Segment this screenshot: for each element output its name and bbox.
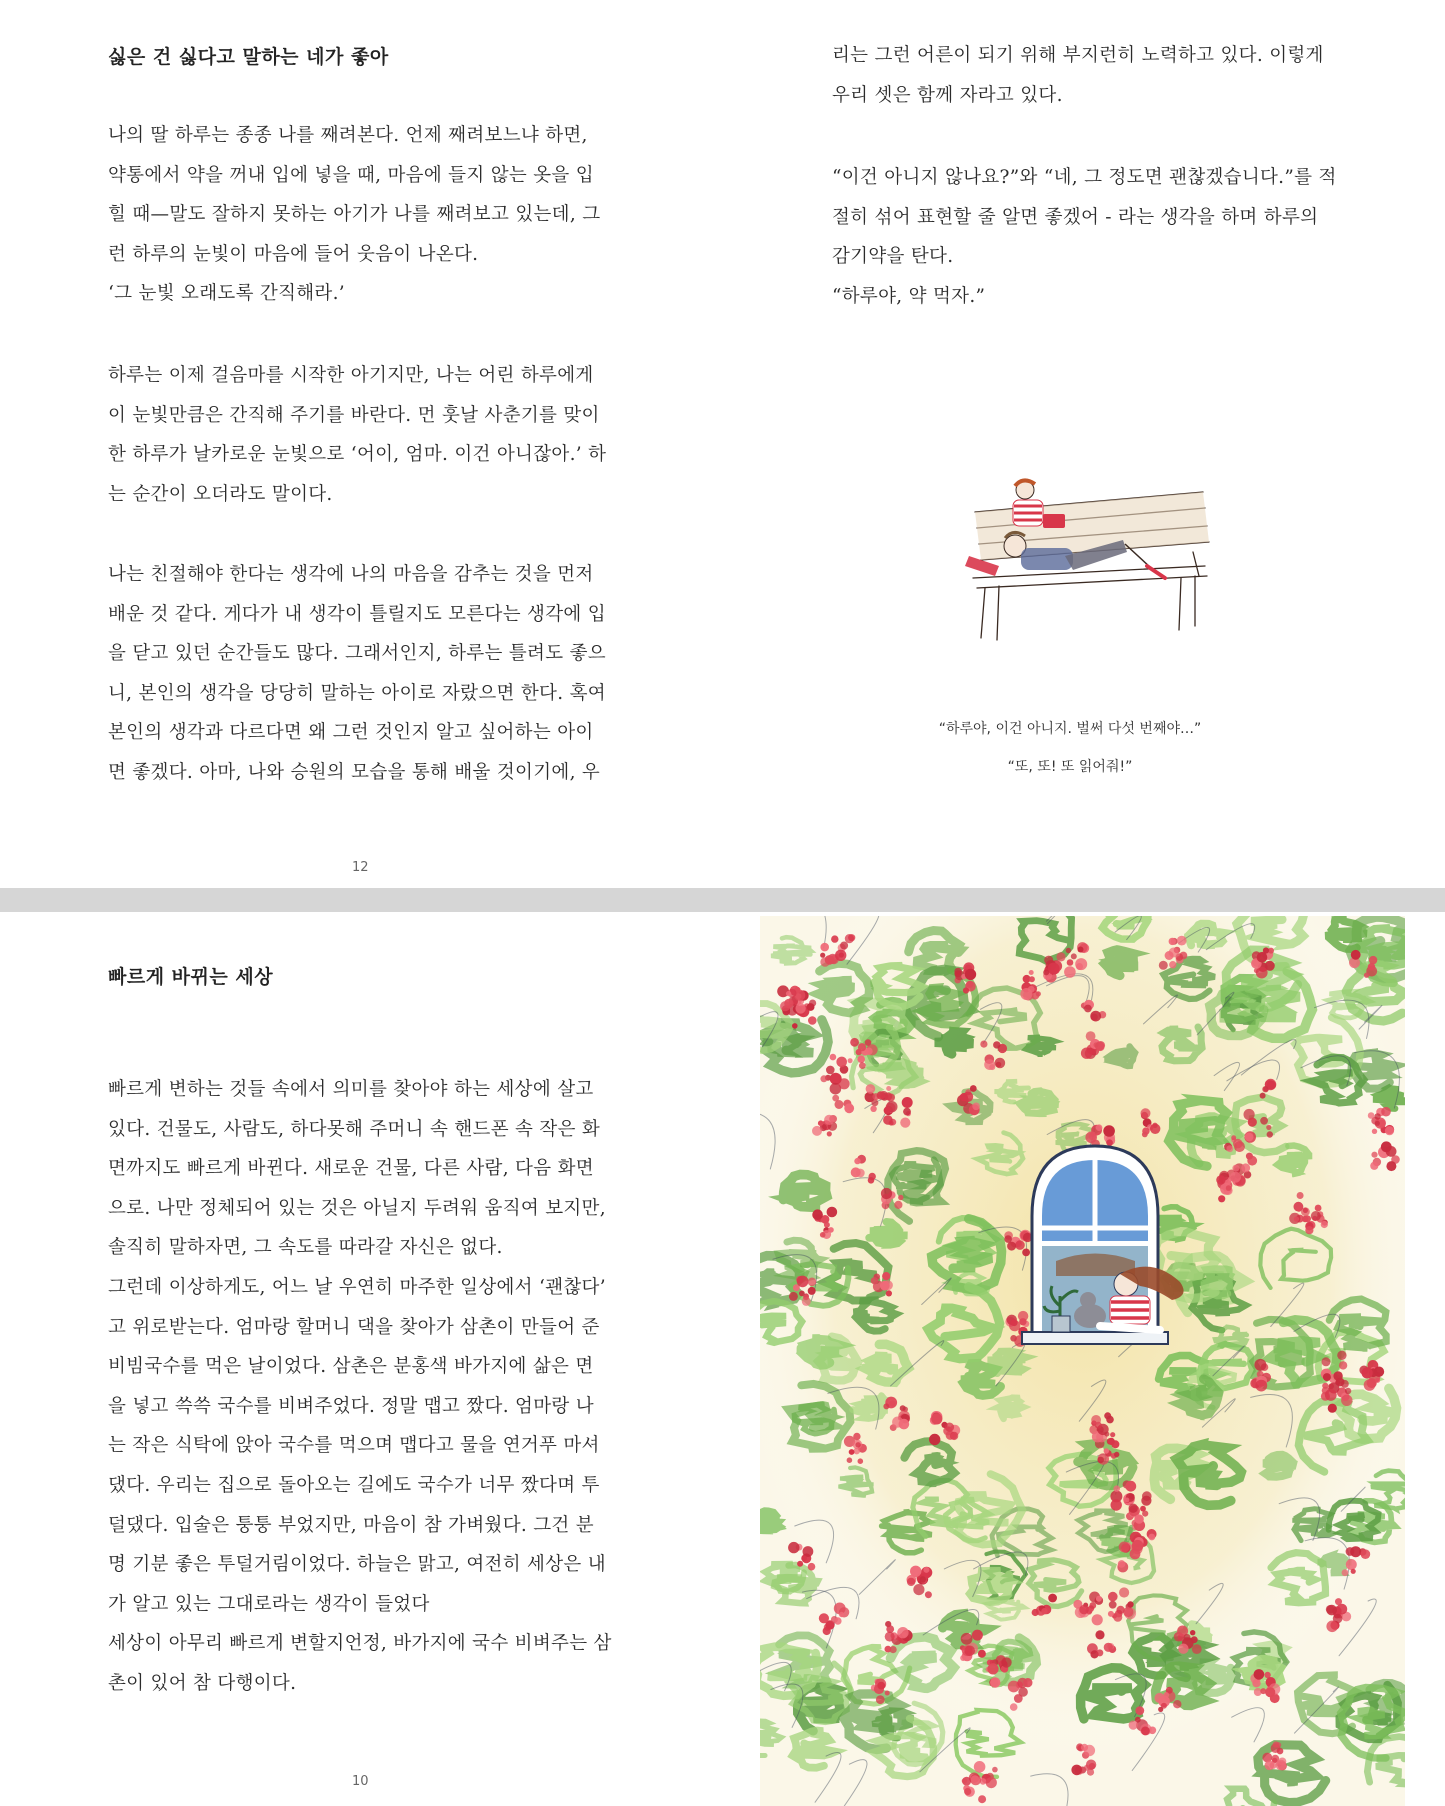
paragraph-main bbox=[108, 1070, 612, 1704]
text-line: 하루는 이제 걸음마를 시작한 아기지만, 나는 어린 하루에게 bbox=[108, 365, 594, 386]
text-line: 힐 때—말도 잘하지 못하는 아기가 나를 째려보고 있는데, 그 bbox=[108, 204, 601, 226]
text-line: 니, 본인의 생각을 당당히 말하는 아이로 자랐으면 한다. 혹여 bbox=[108, 682, 606, 704]
text-line: 으로. 나만 정체되어 있는 것은 아닐지 두려워 움직여 보지만, bbox=[108, 1197, 606, 1219]
text-line: 감기약을 탄다. bbox=[832, 246, 954, 268]
vine-stroke bbox=[801, 1339, 838, 1365]
text-line: 면 좋겠다. 아마, 나와 승원의 모습을 통해 배울 것이기에, 우 bbox=[108, 761, 601, 783]
vine-stroke bbox=[998, 1398, 1023, 1419]
vine-stroke bbox=[1105, 950, 1138, 976]
text-line: 솔직히 말하자면, 그 속도를 따라갈 자신은 없다. bbox=[108, 1237, 503, 1259]
text-line: 덜댔다. 입술은 퉁퉁 부었지만, 마음이 참 가벼웠다. 그건 분 bbox=[108, 1514, 594, 1536]
paragraph-4 bbox=[832, 158, 1337, 316]
text-line: 을 닫고 있던 순간들도 많다. 그래서인지, 하루는 틀려도 좋으 bbox=[108, 643, 606, 665]
text-line: 우리 셋은 함께 자라고 있다. bbox=[832, 84, 1063, 106]
text-line: “하루야, 약 먹자.” bbox=[832, 285, 986, 307]
text-line: “이건 아니지 않나요?”와 “네, 그 정도면 괜찮겠습니다.”를 적 bbox=[832, 167, 1337, 188]
text-line: 배운 것 같다. 게다가 내 생각이 틀릴지도 모른다는 생각에 입 bbox=[108, 603, 606, 625]
garden-window-illustration bbox=[760, 916, 1405, 1806]
illustration-caption: “또, 또! 또 읽어줘!” bbox=[1007, 759, 1133, 775]
text-line: 이 눈빛만큼은 간직해 주기를 바란다. 먼 훗날 사춘기를 맞이 bbox=[108, 404, 600, 426]
page-number: 10 bbox=[352, 1774, 369, 1789]
illustration-caption: “하루야, 이건 아니지. 벌써 다섯 번째야…” bbox=[938, 721, 1202, 737]
text-line: 세상이 아무리 빠르게 변할지언정, 바가지에 국수 비벼주는 삼 bbox=[108, 1633, 612, 1655]
vine-stroke bbox=[760, 1512, 780, 1529]
vine-stroke bbox=[886, 1063, 923, 1085]
text-line: 약통에서 약을 꺼내 입에 넣을 때, 마음에 들지 않는 옷을 입 bbox=[108, 164, 594, 186]
paragraph-continued bbox=[832, 36, 1324, 115]
chapter-title: 싫은 건 싫다고 말하는 네가 좋아 bbox=[108, 46, 389, 68]
text-line: 비빔국수를 먹은 날이었다. 삼촌은 분홍색 바가지에 삶은 면 bbox=[108, 1356, 594, 1378]
text-line: 을 넣고 쓱쓱 국수를 비벼주었다. 정말 맵고 짰다. 엄마랑 나 bbox=[108, 1395, 594, 1417]
top-spread bbox=[0, 0, 1445, 888]
text-line: 그런데 이상하게도, 어느 날 우연히 마주한 일상에서 ‘괜찮다’ bbox=[108, 1276, 606, 1298]
chapter-title: 빠르게 바뀌는 세상 bbox=[108, 966, 274, 988]
page-number: 12 bbox=[352, 860, 369, 875]
text-line: 절히 섞어 표현할 줄 알면 좋겠어 - 라는 생각을 하며 하루의 bbox=[832, 206, 1319, 228]
text-line: 고 위로받는다. 엄마랑 할머니 댁을 찾아가 삼촌이 만들어 준 bbox=[108, 1316, 600, 1338]
text-line: 한 하루가 날카로운 눈빛으로 ‘어이, 엄마. 이건 아니잖아.’ 하 bbox=[108, 444, 607, 466]
text-line: 본인의 생각과 다르다면 왜 그런 것인지 알고 싶어하는 아이 bbox=[108, 722, 594, 744]
paragraph-1 bbox=[108, 116, 600, 314]
spread-divider bbox=[0, 888, 1445, 912]
text-line: ‘그 눈빛 오래도록 간직해라.’ bbox=[108, 283, 345, 305]
text-line: 리는 그런 어른이 되기 위해 부지런히 노력하고 있다. 이렇게 bbox=[832, 45, 1324, 66]
text-line: 면까지도 빠르게 바뀐다. 새로운 건물, 다른 사람, 다음 화면 bbox=[108, 1158, 594, 1180]
text-line: 있다. 건물도, 사람도, 하다못해 주머니 속 핸드폰 속 작은 화 bbox=[108, 1118, 601, 1140]
bench-reading-illustration bbox=[955, 470, 1215, 645]
text-line: 촌이 있어 참 다행이다. bbox=[108, 1672, 297, 1694]
vine-stroke bbox=[1022, 1091, 1058, 1114]
text-line: 가 알고 있는 그대로라는 생각이 들었다 bbox=[108, 1593, 430, 1615]
text-line: 나는 친절해야 한다는 생각에 나의 마음을 감추는 것을 먼저 bbox=[108, 564, 594, 585]
text-line: 는 순간이 오더라도 말이다. bbox=[108, 483, 333, 505]
text-line: 명 기분 좋은 투덜거림이었다. 하늘은 맑고, 여전히 세상은 내 bbox=[108, 1554, 606, 1576]
vine-stroke bbox=[783, 1175, 826, 1208]
paragraph-2 bbox=[108, 356, 606, 514]
text-line: 는 작은 식탁에 앉아 국수를 먹으며 맵다고 물을 연거푸 마셔 bbox=[108, 1435, 600, 1457]
text-line: 런 하루의 눈빛이 마음에 들어 웃음이 나온다. bbox=[108, 243, 479, 265]
text-line: 빠르게 변하는 것들 속에서 의미를 찾아야 하는 세상에 살고 bbox=[108, 1079, 594, 1100]
paragraph-3 bbox=[108, 555, 606, 793]
text-line: 댔다. 우리는 집으로 돌아오는 길에도 국수가 너무 짰다며 투 bbox=[108, 1474, 600, 1496]
text-line: 나의 딸 하루는 종종 나를 째려본다. 언제 째려보느냐 하면, bbox=[108, 125, 588, 146]
vine-stroke bbox=[1264, 1455, 1293, 1477]
